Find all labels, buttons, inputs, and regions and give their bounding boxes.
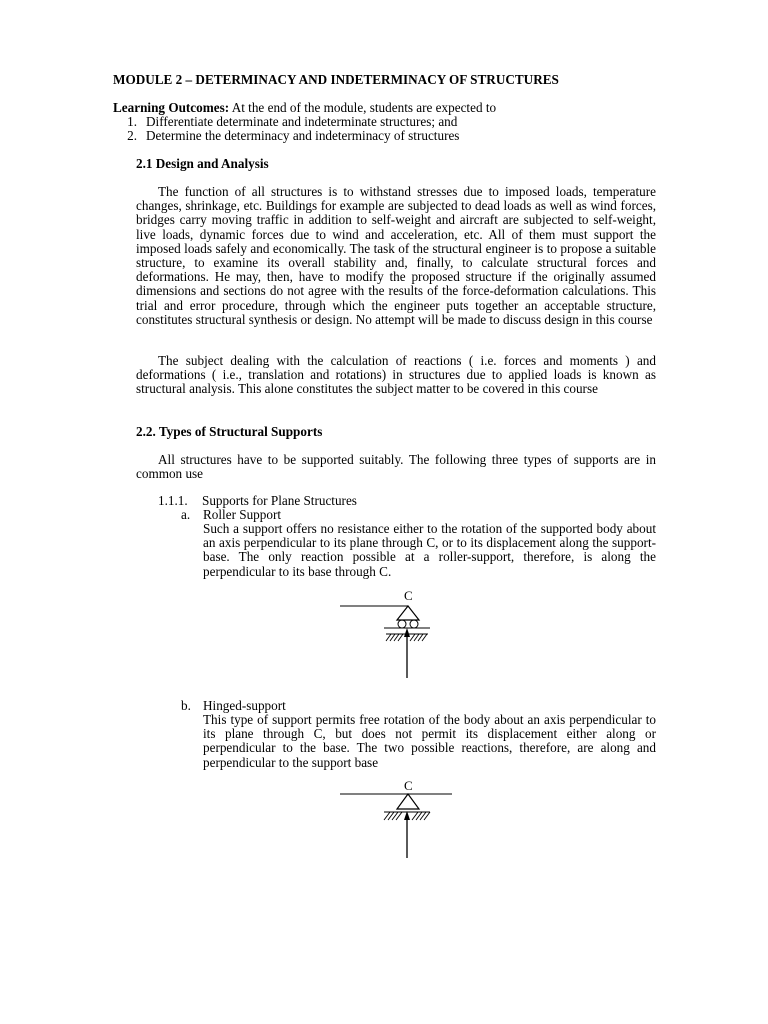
section-heading-structural-supports: 2.2. Types of Structural Supports [136, 424, 323, 439]
outcome-number: 2. [127, 128, 137, 143]
outcome-text: Differentiate determinate and indeterminate structures; and [146, 114, 458, 129]
outcome-text: Determine the determinacy and indeterminacy of structures [146, 128, 460, 143]
support-triangle [397, 794, 419, 809]
item-title: Roller Support [203, 507, 282, 522]
item-letter: b. [181, 698, 191, 713]
roller-support-diagram [338, 588, 438, 684]
item-title: Hinged-support [203, 698, 286, 713]
supports-paragraph: All structures have to be supported suitably. The following three types of supports are in common use [136, 452, 656, 482]
roller-wheel [398, 620, 406, 628]
design-analysis-paragraph-1: The function of all structures is to withstand stresses due to imposed loads, temperature changes, shrinkage, etc. Buildings for example are subjected to dead loads as well as wind forces, bridges carry moving traffic in addition to self-weight and aircraft are subjected to self-weight, live loads, dynamic forces due to wind and acceleration, etc. All of them must support the imposed loads safely and economically. The task of the structural engineer is to propose a suitable structure, to examine its overall stability and, finally, to calculate structural forces and deformations. He may, then, have to modify the proposed structure if the originally assumed dimensions and sections do not agree with the results of the force-deformation calculations. This trial and error procedure, through which the engineer puts together an acceptable structure, constitutes structural synthesis or design. No attempt will be made to discuss design in this course [136, 184, 656, 327]
section-heading-design-analysis: 2.1 Design and Analysis [136, 156, 269, 171]
subsection-title: Supports for Plane Structures [202, 493, 357, 508]
hinged-support-text: This type of support permits free rotation of the body about an axis perpendicular to its plane through C, but does not permit its displacement either along or perpendicular to the base. The two possible reactions, therefore, are along and perpendicular to the support base [203, 712, 656, 770]
outcome-number: 1. [127, 114, 137, 129]
learning-outcomes-text: At the end of the module, students are expected to [229, 100, 497, 115]
outcome-item [113, 129, 673, 143]
item-letter: a. [181, 507, 191, 522]
roller-support-text: Such a support offers no resistance either to the rotation of the supported body about an axis perpendicular to its plane through C, or to its displacement along the support-base. The only reaction possible at a roller-support, therefore, is along the perpendicular to its base through C. [203, 521, 656, 579]
support-triangle [397, 606, 419, 620]
point-c-label: C [404, 588, 413, 603]
roller-wheel [410, 620, 418, 628]
subsection-number: 1.1.1. [158, 493, 188, 508]
design-analysis-paragraph-2: The subject dealing with the calculation of reactions ( i.e. forces and moments ) and deformations ( i.e., translation and rotations) in structures due to applied loads is known as structural analysis. This alone constitutes the subject matter to be covered in this course [136, 353, 656, 397]
hinged-support-diagram [338, 778, 458, 862]
point-c-label: C [404, 778, 413, 793]
reaction-arrowhead [404, 628, 410, 637]
learning-outcomes-label: Learning Outcomes: [113, 100, 230, 115]
module-title: MODULE 2 – DETERMINACY AND INDETERMINACY OF STRUCTURES [113, 72, 559, 87]
